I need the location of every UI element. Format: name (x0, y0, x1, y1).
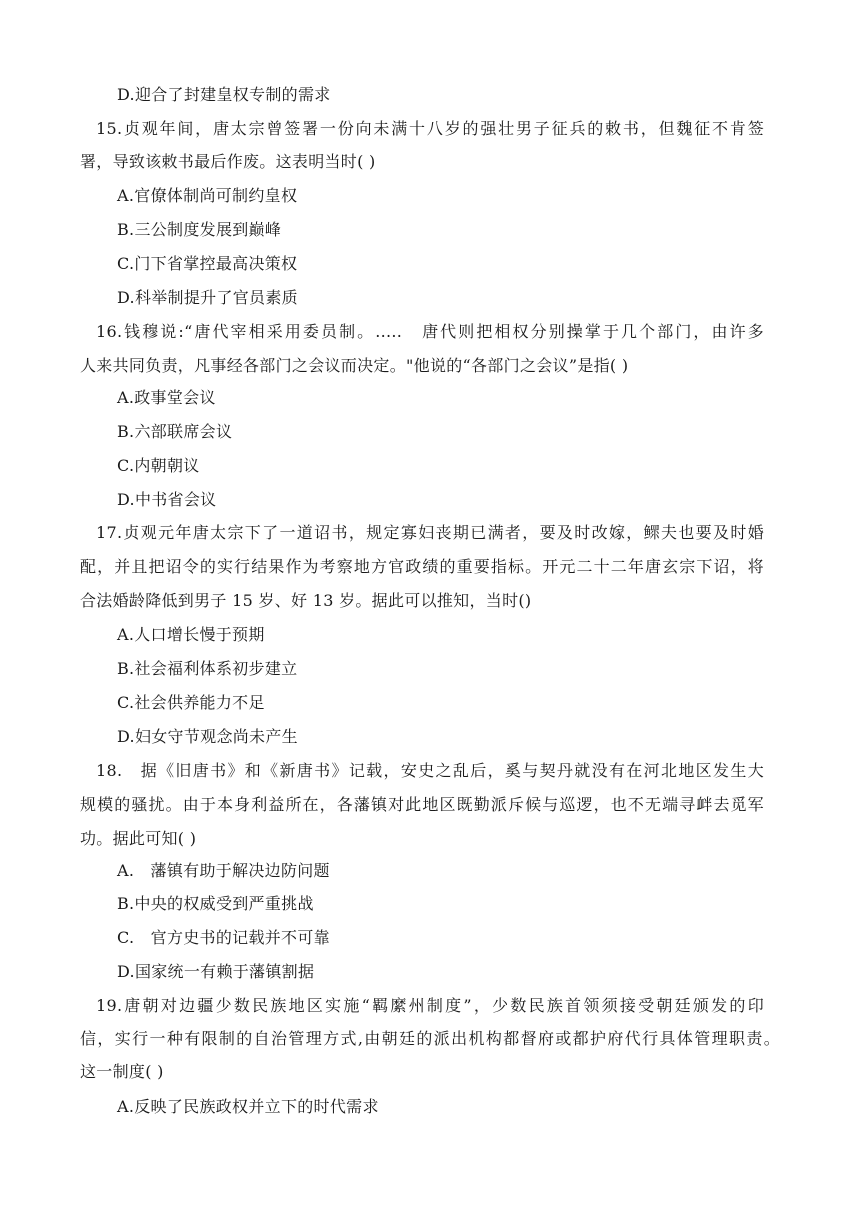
option-c-q16: C.内朝朝议 (117, 456, 200, 475)
question-15-line-1: 15.贞观年间，唐太宗曾签署一份向未满十八岁的强壮男子征兵的敕书，但魏征不肯签 (96, 119, 764, 138)
option-d-q15: D.科举制提升了官员素质 (117, 288, 298, 307)
question-19-line-3: 这一制度( ) (80, 1062, 164, 1081)
question-18-line-3: 功。据此可知( ) (80, 829, 197, 848)
option-a-q16: A.政事堂会议 (117, 388, 216, 407)
option-d-q14: D.迎合了封建皇权专制的需求 (117, 85, 331, 104)
option-d-q16: D.中书省会议 (117, 490, 217, 509)
option-b-q15: B.三公制度发展到巅峰 (117, 220, 282, 239)
question-19-line-2: 信，实行一种有限制的自治管理方式,由朝廷的派出机构都督府或都护府代行具体管理职责。 (80, 1029, 780, 1048)
option-a-q18: A. 藩镇有助于解决边防问题 (117, 861, 330, 880)
option-b-q17: B.社会福利体系初步建立 (117, 659, 298, 678)
question-17-line-2: 配，并且把诏令的实行结果作为考察地方官政绩的重要指标。开元二十二年唐玄宗下诏，将 (80, 557, 764, 576)
question-19-line-1: 19.唐朝对边疆少数民族地区实施“羁縻州制度”，少数民族首领须接受朝廷颁发的印 (96, 996, 764, 1015)
question-17-line-1: 17.贞观元年唐太宗下了一道诏书，规定寡妇丧期已满者，要及时改嫁，鳏夫也要及时婚 (96, 523, 764, 542)
option-a-q17: A.人口增长慢于预期 (117, 625, 265, 644)
option-d-q18: D.国家统一有赖于藩镇割据 (117, 962, 315, 981)
option-c-q17: C.社会供养能力不足 (117, 693, 265, 712)
option-d-q17: D.妇女守节观念尚未产生 (117, 727, 298, 746)
question-15-line-2: 署，导致该敕书最后作废。这表明当时( ) (80, 152, 376, 171)
option-a-q19: A.反映了民族政权并立下的时代需求 (117, 1097, 379, 1116)
option-a-q15: A.官僚体制尚可制约皇权 (117, 186, 298, 205)
question-16-line-2: 人来共同负责，凡事经各部门之会议而决定。"他说的“各部门之会议”是指( ) (80, 356, 629, 375)
question-18-line-2: 规模的骚扰。由于本身利益所在，各藩镇对此地区既勤派斥候与巡逻，也不无端寻衅去觅军 (80, 795, 764, 814)
question-17-line-3: 合法婚龄降低到男子 15 岁、好 13 岁。据此可以推知，当时() (80, 591, 532, 610)
option-b-q16: B.六部联席会议 (117, 422, 233, 441)
question-16-line-1: 16.钱穆说:“唐代宰相采用委员制。..... 唐代则把相权分别操掌于几个部门，由许多 (96, 322, 764, 341)
question-18-line-1: 18. 据《旧唐书》和《新唐书》记载，安史之乱后，奚与契丹就没有在河北地区发生大 (96, 761, 764, 780)
option-c-q15: C.门下省掌控最高决策权 (117, 254, 298, 273)
option-b-q18: B.中央的权威受到严重挑战 (117, 894, 314, 913)
option-c-q18: C. 官方史书的记载并不可靠 (117, 928, 330, 947)
